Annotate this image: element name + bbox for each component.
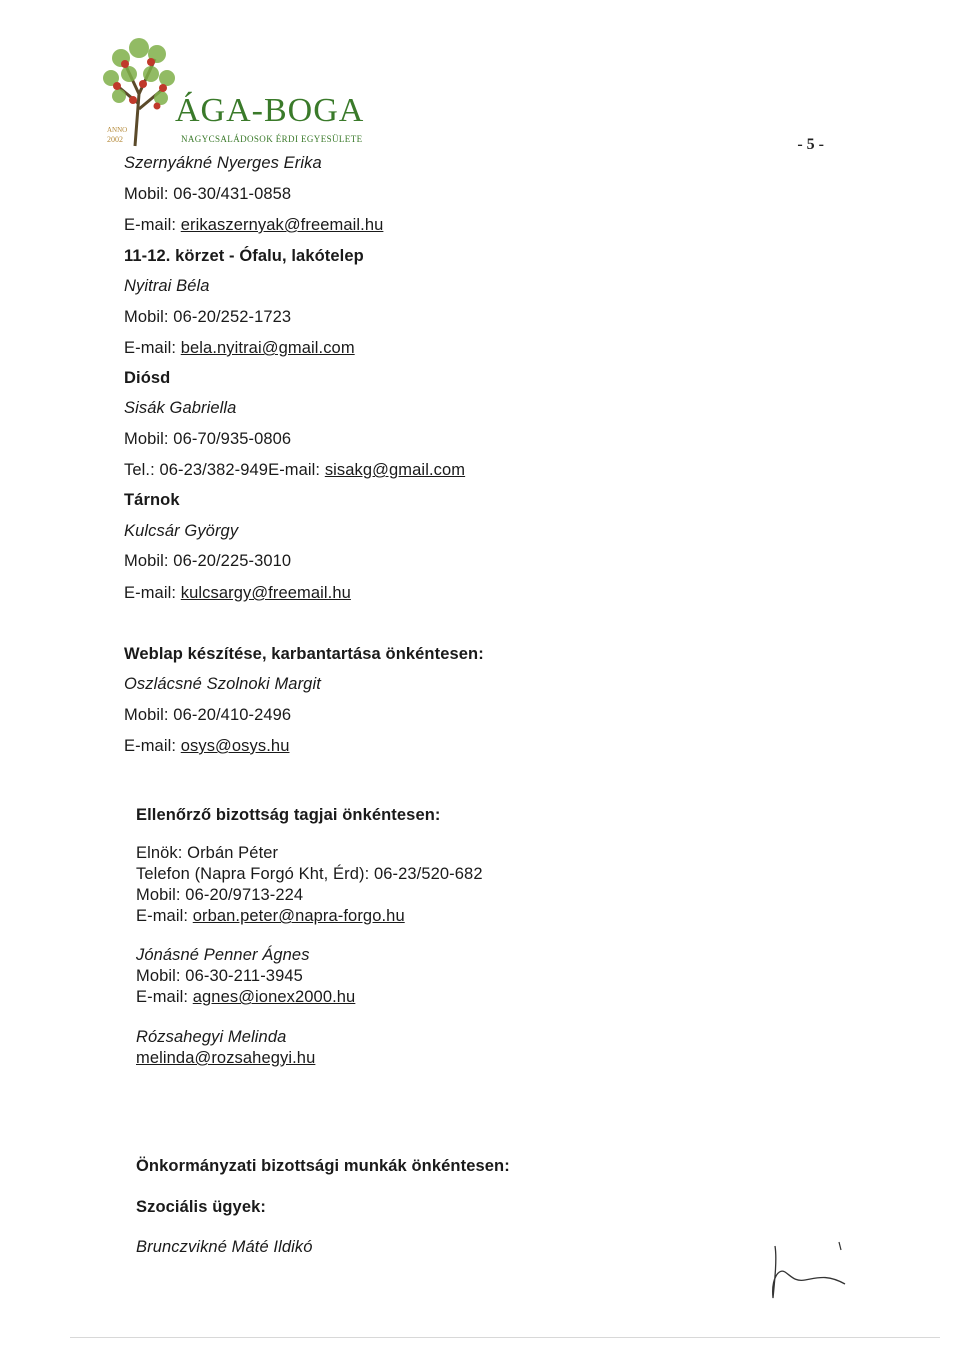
email-label: E-mail: bbox=[124, 339, 181, 357]
contact-mobile: Mobil: 06-70/935-0806 bbox=[124, 430, 292, 448]
contact-mobile: Mobil: 06-20/252-1723 bbox=[124, 308, 292, 326]
chair-name: Elnök: Orbán Péter bbox=[136, 844, 279, 862]
contact-name: Jónásné Penner Ágnes bbox=[136, 946, 310, 964]
signature-icon bbox=[765, 1238, 855, 1308]
contact-name: Rózsahegyi Melinda bbox=[136, 1028, 287, 1046]
email-link[interactable]: melinda@rozsahegyi.hu bbox=[136, 1049, 316, 1067]
logo-anno: ANNO bbox=[107, 126, 128, 134]
contact-mobile: Mobil: 06-20/410-2496 bbox=[124, 706, 292, 724]
contact-name: Sisák Gabriella bbox=[124, 399, 237, 417]
contact-name: Oszlácsné Szolnoki Margit bbox=[124, 675, 321, 693]
contact-mobile: Mobil: 06-20/225-3010 bbox=[124, 552, 292, 570]
contact-phone: Telefon (Napra Forgó Kht, Érd): 06-23/520-682 bbox=[136, 865, 483, 883]
email-link[interactable]: osys@osys.hu bbox=[180, 737, 290, 755]
contact-name: Szernyákné Nyerges Erika bbox=[124, 154, 322, 172]
section-heading: Diósd bbox=[124, 369, 171, 387]
contact-email-line bbox=[124, 737, 289, 756]
email-label: E-mail: bbox=[124, 216, 181, 234]
logo-title: ÁGA-BOGA bbox=[175, 92, 365, 129]
contact-mobile: Mobil: 06-30/431-0858 bbox=[124, 185, 292, 203]
section-heading: 11-12. körzet - Ófalu, lakótelep bbox=[124, 247, 364, 265]
email-label: E-mail: bbox=[124, 584, 181, 602]
contact-name: Kulcsár György bbox=[124, 522, 239, 540]
email-label: E-mail: bbox=[124, 737, 181, 755]
contact-mobile: Mobil: 06-20/9713-224 bbox=[136, 886, 304, 904]
sub-heading: Szociális ügyek: bbox=[136, 1198, 266, 1216]
email-link[interactable]: kulcsargy@freemail.hu bbox=[180, 584, 351, 602]
email-label: E-mail: bbox=[136, 907, 193, 925]
email-label: E-mail: bbox=[136, 988, 193, 1006]
contact-email-line bbox=[136, 988, 355, 1007]
contact-mobile: Mobil: 06-30-211-3945 bbox=[136, 967, 303, 985]
logo-year: 2002 bbox=[107, 135, 123, 144]
tel-email-label: Tel.: 06-23/382-949E-mail: bbox=[124, 461, 325, 479]
contact-name: Brunczvikné Máté Ildikó bbox=[136, 1238, 313, 1256]
logo-subtitle: NAGYCSALÁDOSOK ÉRDI EGYESÜLETE bbox=[181, 134, 363, 144]
email-link[interactable]: sisakg@gmail.com bbox=[324, 461, 466, 479]
email-link[interactable]: bela.nyitrai@gmail.com bbox=[180, 339, 355, 357]
contact-email-line bbox=[124, 584, 351, 603]
email-link[interactable]: orban.peter@napra-forgo.hu bbox=[192, 907, 405, 925]
email-link[interactable]: agnes@ionex2000.hu bbox=[192, 988, 356, 1006]
email-link[interactable]: erikaszernyak@freemail.hu bbox=[180, 216, 384, 234]
section-heading: Tárnok bbox=[124, 491, 180, 509]
contact-tel-email-line bbox=[124, 461, 465, 480]
signature-scribble bbox=[765, 1238, 855, 1313]
bottom-rule bbox=[70, 1337, 940, 1338]
contact-email-line bbox=[136, 907, 405, 926]
section-heading: Weblap készítése, karbantartása önkéntesen: bbox=[124, 645, 484, 663]
contact-email-line bbox=[124, 216, 383, 235]
contact-email-line bbox=[124, 339, 355, 358]
section-heading: Önkormányzati bizottsági munkák önkéntesen: bbox=[136, 1157, 510, 1175]
page-number: - 5 - bbox=[797, 136, 824, 153]
contact-name: Nyitrai Béla bbox=[124, 277, 210, 295]
section-heading: Ellenőrző bizottság tagjai önkéntesen: bbox=[136, 806, 441, 824]
logo bbox=[95, 34, 375, 154]
